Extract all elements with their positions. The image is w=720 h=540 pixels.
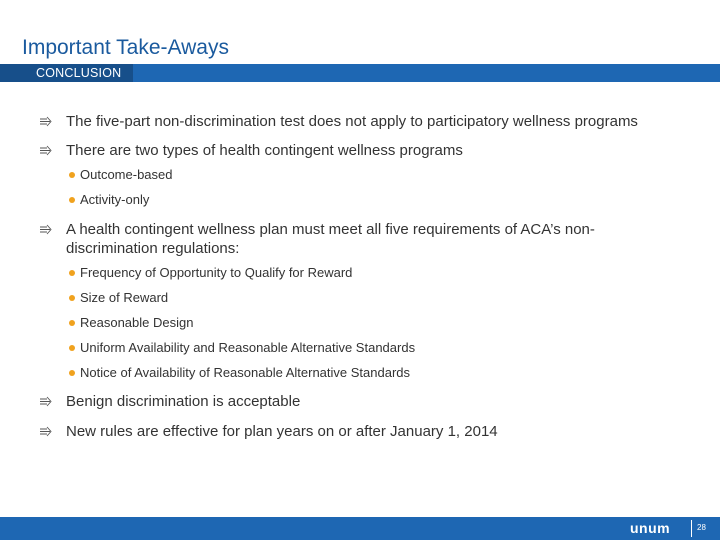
sub-bullet-text: Uniform Availability and Reasonable Alternative Standards [80,340,416,355]
bullet-item [66,141,686,160]
dot-bullet-icon [69,345,75,351]
bullet-text: There are two types of health contingent wellness programs [66,142,463,159]
sub-bullet-item [80,365,680,381]
arrow-bullet-icon [39,112,53,131]
dot-bullet-icon [69,197,75,203]
bullet-item [66,422,686,441]
section-label: CONCLUSION [36,66,122,80]
bullet-text-line-1: A health contingent wellness plan must meet all five requirements of ACA’s non- [66,221,595,238]
sub-bullet-item [80,192,680,208]
sub-bullet-item [80,340,680,356]
arrow-bullet-icon [39,141,53,160]
bullet-text: Benign discrimination is acceptable [66,393,301,410]
sub-bullet-text: Frequency of Opportunity to Qualify for Reward [80,265,353,280]
sub-bullet-item [80,290,680,306]
sub-bullet-item [80,315,680,331]
bullet-text: The five-part non-discrimination test does not apply to participatory wellness programs [66,113,638,130]
dot-bullet-icon [69,270,75,276]
sub-bullet-text: Outcome-based [80,167,173,182]
page-number: 28 [697,523,706,532]
sub-bullet-text: Notice of Availability of Reasonable Alternative Standards [80,365,411,380]
slide-title: Important Take-Aways [22,36,229,59]
dot-bullet-icon [69,320,75,326]
bullet-item [66,112,686,131]
sub-bullet-text: Reasonable Design [80,315,194,330]
unum-logo: unum [630,520,671,536]
dot-bullet-icon [69,172,75,178]
sub-bullet-text: Size of Reward [80,290,169,305]
arrow-bullet-icon [39,422,53,441]
dot-bullet-icon [69,370,75,376]
sub-bullet-item [80,265,680,281]
sub-bullet-item [80,167,680,183]
arrow-bullet-icon [39,220,53,239]
bullet-text: New rules are effective for plan years on or after January 1, 2014 [66,423,498,440]
sub-bullet-text: Activity-only [80,192,150,207]
bullet-item [66,220,686,258]
footer-divider [691,520,692,537]
arrow-bullet-icon [39,392,53,411]
bullet-text-line-2: discrimination regulations: [66,240,240,257]
bullet-item [66,392,686,411]
footer-bar [0,517,720,540]
dot-bullet-icon [69,295,75,301]
